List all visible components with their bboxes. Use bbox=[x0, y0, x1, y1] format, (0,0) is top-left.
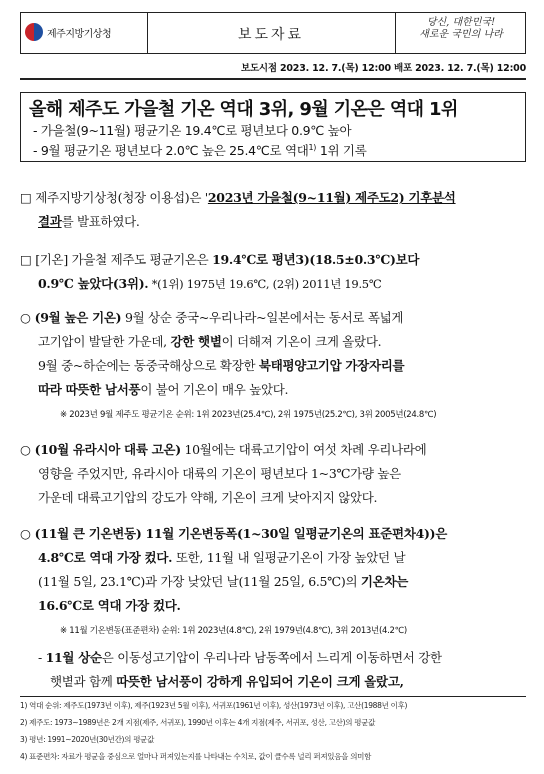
title-box bbox=[20, 92, 526, 162]
paragraph-4 bbox=[20, 440, 530, 458]
text: 4.8℃로 역대 가장 컸다. bbox=[38, 550, 173, 565]
text: 따뜻한 남서풍이 강하게 유입되어 기온이 크게 올랐고, bbox=[116, 674, 404, 689]
text: 이 더해져 기온이 크게 올랐다. bbox=[221, 334, 382, 349]
footnote-2: 2) 제주도: 1973~1989년은 2개 지점(제주, 서귀포), 1990년 이후는 4개 지점(제주, 서귀포, 성산, 고산)의 평균값 bbox=[20, 718, 376, 727]
slogan-line: 당신, 대한민국! bbox=[426, 17, 496, 28]
header-divider bbox=[395, 13, 396, 53]
org-name: 제주지방기상청 bbox=[47, 28, 112, 40]
paragraph-5-line4 bbox=[38, 596, 544, 614]
paragraph-5-line3 bbox=[38, 572, 544, 590]
square-bullet-icon: □ bbox=[20, 252, 32, 267]
text: 9월 상순 중국~우리나라~일본에서는 동서로 폭넓게 bbox=[121, 310, 404, 325]
paragraph-1-cont bbox=[38, 212, 544, 230]
circle-bullet-icon: ○ bbox=[20, 526, 31, 541]
paragraph-3-line4 bbox=[38, 380, 544, 398]
text: 11월 상순 bbox=[45, 650, 102, 665]
press-header bbox=[20, 12, 526, 54]
text: - bbox=[38, 650, 46, 665]
footnote-ref: 1) bbox=[308, 142, 317, 152]
main-title: 올해 제주도 가을철 기온 역대 3위, 9월 기온은 역대 1위 bbox=[29, 99, 458, 120]
text: 10월에는 대륙고기압이 여섯 차례 우리나라에 bbox=[180, 442, 427, 457]
paragraph-5-line2 bbox=[38, 548, 544, 566]
paragraph-4-line3: 가운데 대륙고기압의 강도가 약해, 기온이 크게 낮아지지 않았다. bbox=[38, 490, 378, 505]
square-bullet-icon: □ bbox=[20, 190, 32, 205]
paragraph-3-line3 bbox=[38, 356, 544, 374]
text: 기온차는 bbox=[360, 574, 408, 589]
paragraph-5 bbox=[20, 524, 530, 542]
taegeuk-icon bbox=[25, 23, 43, 41]
footnote-rule bbox=[20, 696, 526, 697]
header-rule bbox=[20, 78, 526, 80]
subtitle-text: 1위 기록 bbox=[316, 143, 367, 158]
note-sep-ranking: ※ 2023년 9월 제주도 평균기온 순위: 1위 2023년(25.4℃), 2위 1975년(25.2℃), 3위 2005년(24.8℃) bbox=[60, 410, 437, 420]
text: 또한, 11월 내 일평균기온이 가장 높았던 날 bbox=[172, 550, 406, 565]
text: 0.9℃ 높았다(3위). bbox=[38, 276, 149, 291]
release-info: 보도시점 2023. 12. 7.(목) 12:00 배포 2023. 12. 7.(목) 12:00 bbox=[240, 63, 526, 74]
text: 결과 bbox=[38, 214, 62, 229]
text: 고기압이 발달한 가운데, bbox=[38, 334, 171, 349]
circle-bullet-icon: ○ bbox=[20, 310, 31, 325]
slogan-line: 새로운 국민의 나라 bbox=[419, 29, 503, 40]
paragraph-1 bbox=[20, 188, 530, 206]
paragraph-3-line2 bbox=[38, 332, 544, 350]
text: 이 불어 기온이 매우 높았다. bbox=[140, 382, 289, 397]
paragraph-5-sub-line2 bbox=[50, 672, 544, 690]
text: 강한 햇볕 bbox=[170, 334, 222, 349]
text: [기온] 가을철 제주도 평균기온은 bbox=[31, 252, 213, 267]
footnote-3: 3) 평년: 1991~2020년(30년간)의 평균값 bbox=[20, 735, 155, 744]
note-nov-ranking: ※ 11월 기온변동(표준편차) 순위: 1위 2023년(4.8℃), 2위 1979년(4.8℃), 3위 2013년(4.2℃) bbox=[60, 626, 407, 636]
text: 북태평양고기압 가장자리를 bbox=[258, 358, 405, 373]
text: 따라 따뜻한 남서풍 bbox=[38, 382, 141, 397]
text: 9월 중~하순에는 동중국해상으로 확장한 bbox=[38, 358, 259, 373]
text: (11월 5일, 23.1℃)과 가장 낮았던 날(11월 25일, 6.5℃)의 bbox=[38, 574, 361, 589]
subtitle-1: - 가을철(9~11월) 평균기온 19.4℃로 평년보다 0.9℃ 높아 bbox=[33, 123, 352, 138]
org-logo bbox=[25, 23, 111, 41]
footnote-1: 1) 역대 순위: 제주도(1973년 이후), 제주(1923년 5월 이후), 서귀포(1961년 이후), 성산(1973년 이후), 고산(1988년 이후) bbox=[20, 701, 408, 710]
slogan bbox=[397, 17, 525, 41]
subtitle-text: - 9월 평균기온 평년보다 2.0℃ 높은 25.4℃로 역대 bbox=[33, 143, 309, 158]
paragraph-3 bbox=[20, 308, 530, 326]
text: 를 발표하였다. bbox=[61, 214, 140, 229]
subtitle-2 bbox=[33, 141, 366, 159]
paragraph-5-sub bbox=[38, 648, 544, 666]
footnote-4: 4) 표준편차: 자료가 평균을 중심으로 얼마나 퍼져있는지를 나타내는 수치로, 값이 클수록 널리 퍼져있음을 의미함 bbox=[20, 752, 372, 761]
text: (11월 큰 기온변동) 11월 기온변동폭(1~30일 일평균기온의 표준편차4))은 bbox=[30, 526, 447, 541]
text: (9월 높은 기온) bbox=[30, 310, 122, 325]
text: *(1위) 1975년 19.6℃, (2위) 2011년 19.5℃ bbox=[148, 277, 382, 291]
paragraph-2 bbox=[20, 250, 530, 268]
text: 햇볕과 함께 bbox=[50, 674, 117, 689]
circle-bullet-icon: ○ bbox=[20, 442, 31, 457]
text: 은 이동성고기압이 우리나라 남동쪽에서 느리게 이동하면서 강한 bbox=[101, 650, 442, 665]
text: 19.4℃로 평년3)(18.5±0.3℃)보다 bbox=[212, 252, 420, 267]
paragraph-4-line2: 영향을 주었지만, 유라시아 대륙의 기온이 평년보다 1~3℃가량 높은 bbox=[38, 466, 401, 481]
text: 2023년 가을철(9~11월) 제주도2) 기후분석 bbox=[207, 190, 456, 205]
doc-kind: 보도자료 bbox=[237, 27, 305, 43]
text: (10월 유라시아 대륙 고온) bbox=[30, 442, 181, 457]
paragraph-2-cont bbox=[38, 274, 544, 292]
text: 16.6℃로 역대 가장 컸다. bbox=[38, 598, 181, 613]
text: 제주지방기상청(청장 이용섭)은 ' bbox=[31, 190, 208, 205]
